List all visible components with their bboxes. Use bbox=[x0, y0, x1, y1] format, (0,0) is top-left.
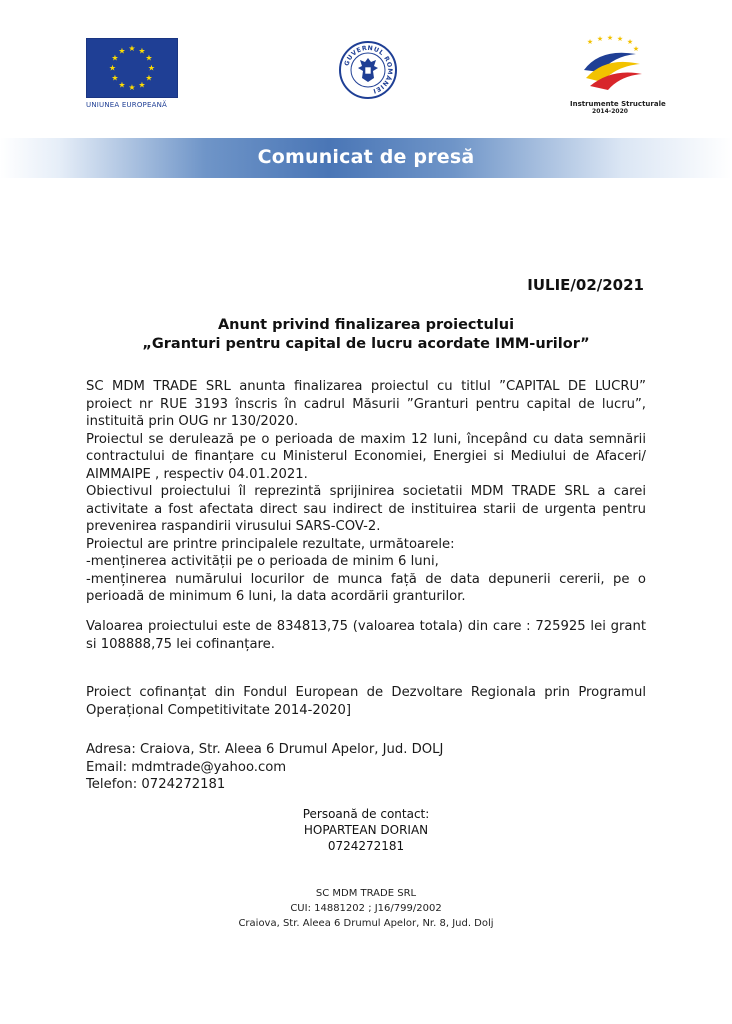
svg-text:★: ★ bbox=[128, 44, 136, 53]
document-date: IULIE/02/2021 bbox=[527, 276, 644, 294]
heading-line-2: „Granturi pentru capital de lucru acordate IMM-urilor” bbox=[142, 336, 590, 352]
svg-text:★: ★ bbox=[632, 45, 640, 53]
contact-name: HOPARTEAN DORIAN bbox=[303, 823, 429, 837]
paragraph-objective: Obiectivul proiectului îl reprezintă sprijinirea societatii MDM TRADE SRL a carei activitate a fost afectata direct sau indirect de instituirea starii de urgenta pentru prevenirea raspandirii virusului SARS-COV-2. bbox=[86, 484, 646, 534]
paragraph-result-1: -menținerea activității pe o perioada de minim 6 luni, bbox=[86, 554, 439, 569]
footer-address: Craiova, Str. Aleea 6 Drumul Apelor, Nr. 8, Jud. Dolj bbox=[238, 918, 494, 929]
svg-text:★: ★ bbox=[108, 63, 117, 73]
government-seal-icon bbox=[338, 40, 398, 100]
project-value bbox=[86, 618, 646, 653]
structural-instruments-logo bbox=[570, 34, 666, 120]
svg-text:★: ★ bbox=[118, 80, 126, 90]
svg-text:★: ★ bbox=[145, 53, 153, 63]
eu-flag-icon bbox=[86, 38, 178, 98]
paragraph-duration: Proiectul se derulează pe o perioada de maxim 12 luni, începând cu data semnării contractului de finanțare cu Ministerul Economiei, Energiei si Mediului de Afaceri/ AIMMAIPE , respectiv 04.01.2021. bbox=[86, 431, 646, 482]
funding-text: Proiect cofinanțat din Fondul European de Dezvoltare Regionala prin Programul Operațional Competitivitate 2014-2020] bbox=[86, 685, 646, 718]
company-phone: Telefon: 0724272181 bbox=[86, 777, 226, 792]
contact-phone: 0724272181 bbox=[327, 839, 405, 853]
svg-text:★: ★ bbox=[111, 53, 119, 63]
document-heading bbox=[0, 316, 732, 354]
funding-statement bbox=[86, 684, 646, 719]
svg-text:★: ★ bbox=[145, 73, 153, 83]
svg-text:★: ★ bbox=[138, 80, 146, 90]
company-address: Adresa: Craiova, Str. Aleea 6 Drumul Apelor, Jud. DOLJ bbox=[86, 742, 444, 757]
paragraph-announcement: SC MDM TRADE SRL anunta finalizarea proiectul cu titlul ”CAPITAL DE LUCRU” proiect nr RUE 3193 înscris în cadrul Măsurii ”Granturi pentru capital de lucru”, instituită prin OUG nr 130/2020. bbox=[86, 379, 646, 429]
svg-text:★: ★ bbox=[606, 34, 614, 42]
svg-text:★: ★ bbox=[147, 63, 156, 73]
structural-instruments-period: 2014-2020 bbox=[592, 108, 628, 115]
svg-text:★: ★ bbox=[586, 38, 594, 46]
svg-text:★: ★ bbox=[138, 46, 146, 56]
document-footer bbox=[0, 886, 732, 931]
eu-stars-icon bbox=[87, 39, 177, 97]
company-contact bbox=[86, 741, 646, 794]
svg-text:★: ★ bbox=[128, 83, 136, 92]
svg-text:★: ★ bbox=[596, 35, 604, 43]
heading-line-1: Anunt privind finalizarea proiectului bbox=[217, 317, 515, 333]
svg-text:★: ★ bbox=[111, 73, 119, 83]
footer-company: SC MDM TRADE SRL bbox=[315, 888, 417, 899]
eu-caption: UNIUNEA EUROPEANĂ bbox=[86, 101, 167, 109]
banner-title: Comunicat de presă bbox=[257, 146, 475, 168]
government-seal bbox=[338, 40, 398, 100]
project-value-text: Valoarea proiectului este de 834813,75 (valoarea totala) din care : 725925 lei grant si 108888,75 lei cofinanțare. bbox=[86, 619, 646, 652]
contact-label: Persoană de contact: bbox=[302, 807, 430, 821]
svg-text:GUVERNUL ROMÂNIEI: GUVERNUL ROMÂNIEI bbox=[343, 44, 394, 95]
structural-instruments-caption: Instrumente Structurale bbox=[570, 100, 666, 108]
company-email[interactable]: Email: mdmtrade@yahoo.com bbox=[86, 759, 287, 775]
paragraph-result-2: -menținerea numărului locurilor de munca față de data depunerii cererii, pe o perioadă de minimum 6 luni, la data acordării granturilor. bbox=[86, 571, 646, 604]
svg-text:★: ★ bbox=[626, 38, 634, 46]
svg-text:★: ★ bbox=[616, 35, 624, 43]
structural-instruments-icon bbox=[570, 34, 650, 94]
svg-text:★: ★ bbox=[118, 46, 126, 56]
contact-person bbox=[0, 806, 732, 854]
paragraph-results-intro: Proiectul are printre principalele rezultate, următoarele: bbox=[86, 536, 455, 552]
main-body bbox=[86, 378, 646, 606]
eu-logo bbox=[86, 38, 178, 112]
footer-ids: CUI: 14881202 ; J16/799/2002 bbox=[290, 903, 442, 914]
